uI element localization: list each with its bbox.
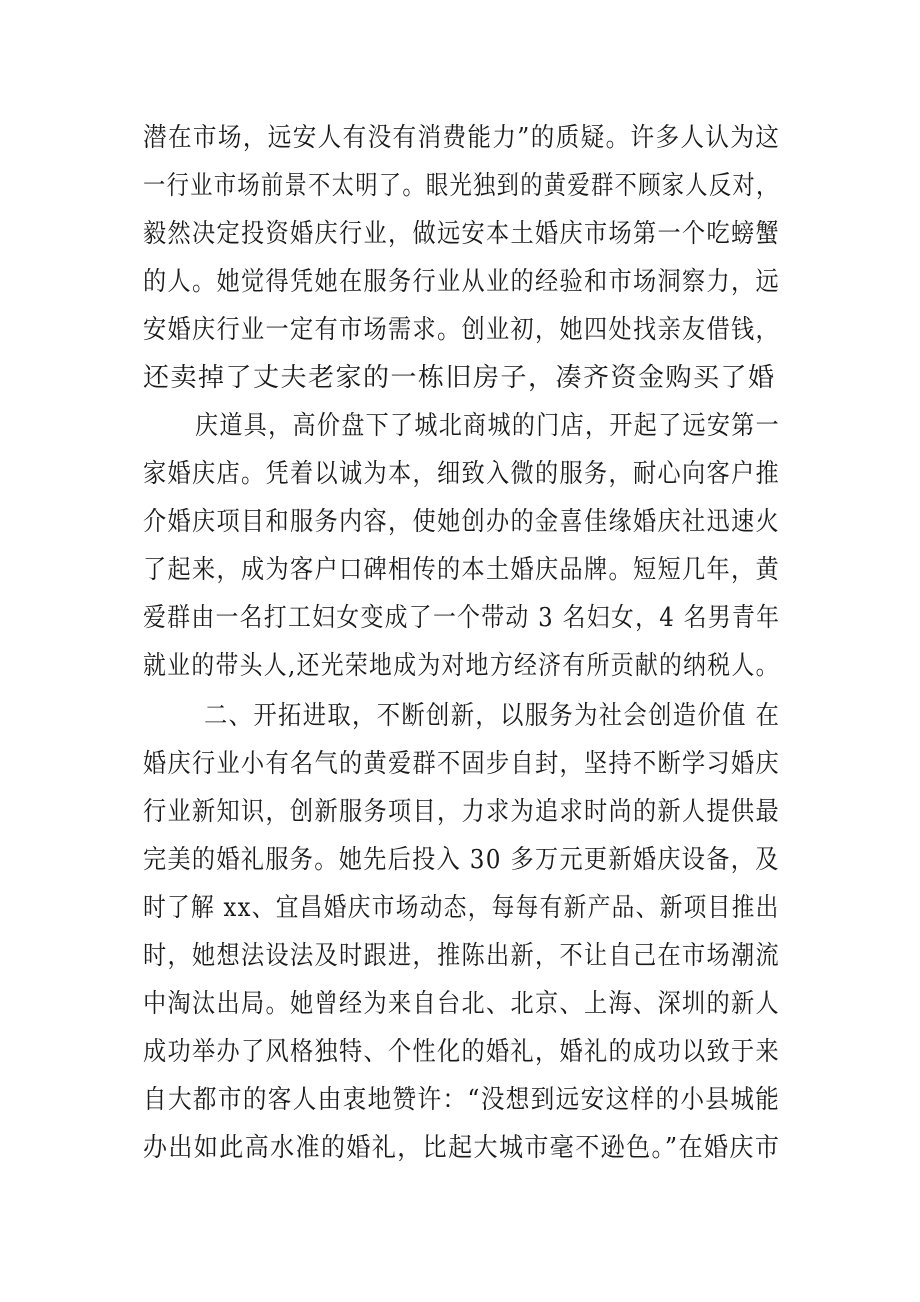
text-line-7: 庆道具，高价盘下了城北商城的门店，开起了远安第一 [195,411,781,441]
text-line-16: 完美的婚礼服务。她先后投入 30 多万元更新婚庆设备，及 [143,845,780,875]
text-line-3: 毅然决定投资婚庆行业，做远安本土婚庆市场第一个吃螃蟹 [143,219,781,249]
text-line-1: 潜在市场，远安人有没有消费能力”的质疑。许多人认为这 [143,123,781,153]
text-line-11: 爱群由一名打工妇女变成了一个带动 3 名妇女，4 名男青年 [143,603,781,633]
section-heading-line: 二、开拓进取，不断创新，以服务为社会创造价值 在 [204,701,781,731]
text-line-6: 还卖掉了丈夫老家的一栋旧房子，凑齐资金购买了婚 [143,363,776,393]
text-line-10: 了起来，成为客户口碑相传的本土婚庆品牌。短短几年，黄 [143,555,781,585]
text-line-9: 介婚庆项目和服务内容，使她创办的金喜佳缘婚庆社迅速火 [143,507,781,537]
text-line-22: 办出如此高水准的婚礼，比起大城市毫不逊色。”在婚庆市 [143,1133,781,1163]
text-line-5: 安婚庆行业一定有市场需求。创业初，她四处找亲友借钱， [143,315,781,345]
text-line-14: 婚庆行业小有名气的黄爱群不固步自封，坚持不断学习婚庆 [143,749,781,779]
text-line-18: 时，她想法设法及时跟进，推陈出新，不让自己在市场潮流 [143,941,781,971]
text-line-4: 的人。她觉得凭她在服务行业从业的经验和市场洞察力，远 [143,267,781,297]
text-line-8: 家婚庆店。凭着以诚为本，细致入微的服务，耐心向客户推 [143,459,781,489]
text-line-19: 中淘汰出局。她曾经为来自台北、北京、上海、深圳的新人 [143,989,781,1019]
text-line-15: 行业新知识，创新服务项目，力求为追求时尚的新人提供最 [143,797,781,827]
text-line-17: 时了解 xx、宜昌婚庆市场动态，每每有新产品、新项目推出 [143,893,780,923]
text-line-21: 自大都市的客人由衷地赞许：“没想到远安这样的小县城能 [143,1085,781,1115]
text-line-12: 就业的带头人,还光荣地成为对地方经济有所贡献的纳税人。 [143,651,780,681]
text-line-2: 一行业市场前景不太明了。眼光独到的黄爱群不顾家人反对， [143,171,780,201]
text-line-20: 成功举办了风格独特、个性化的婚礼，婚礼的成功以致于来 [143,1037,781,1067]
